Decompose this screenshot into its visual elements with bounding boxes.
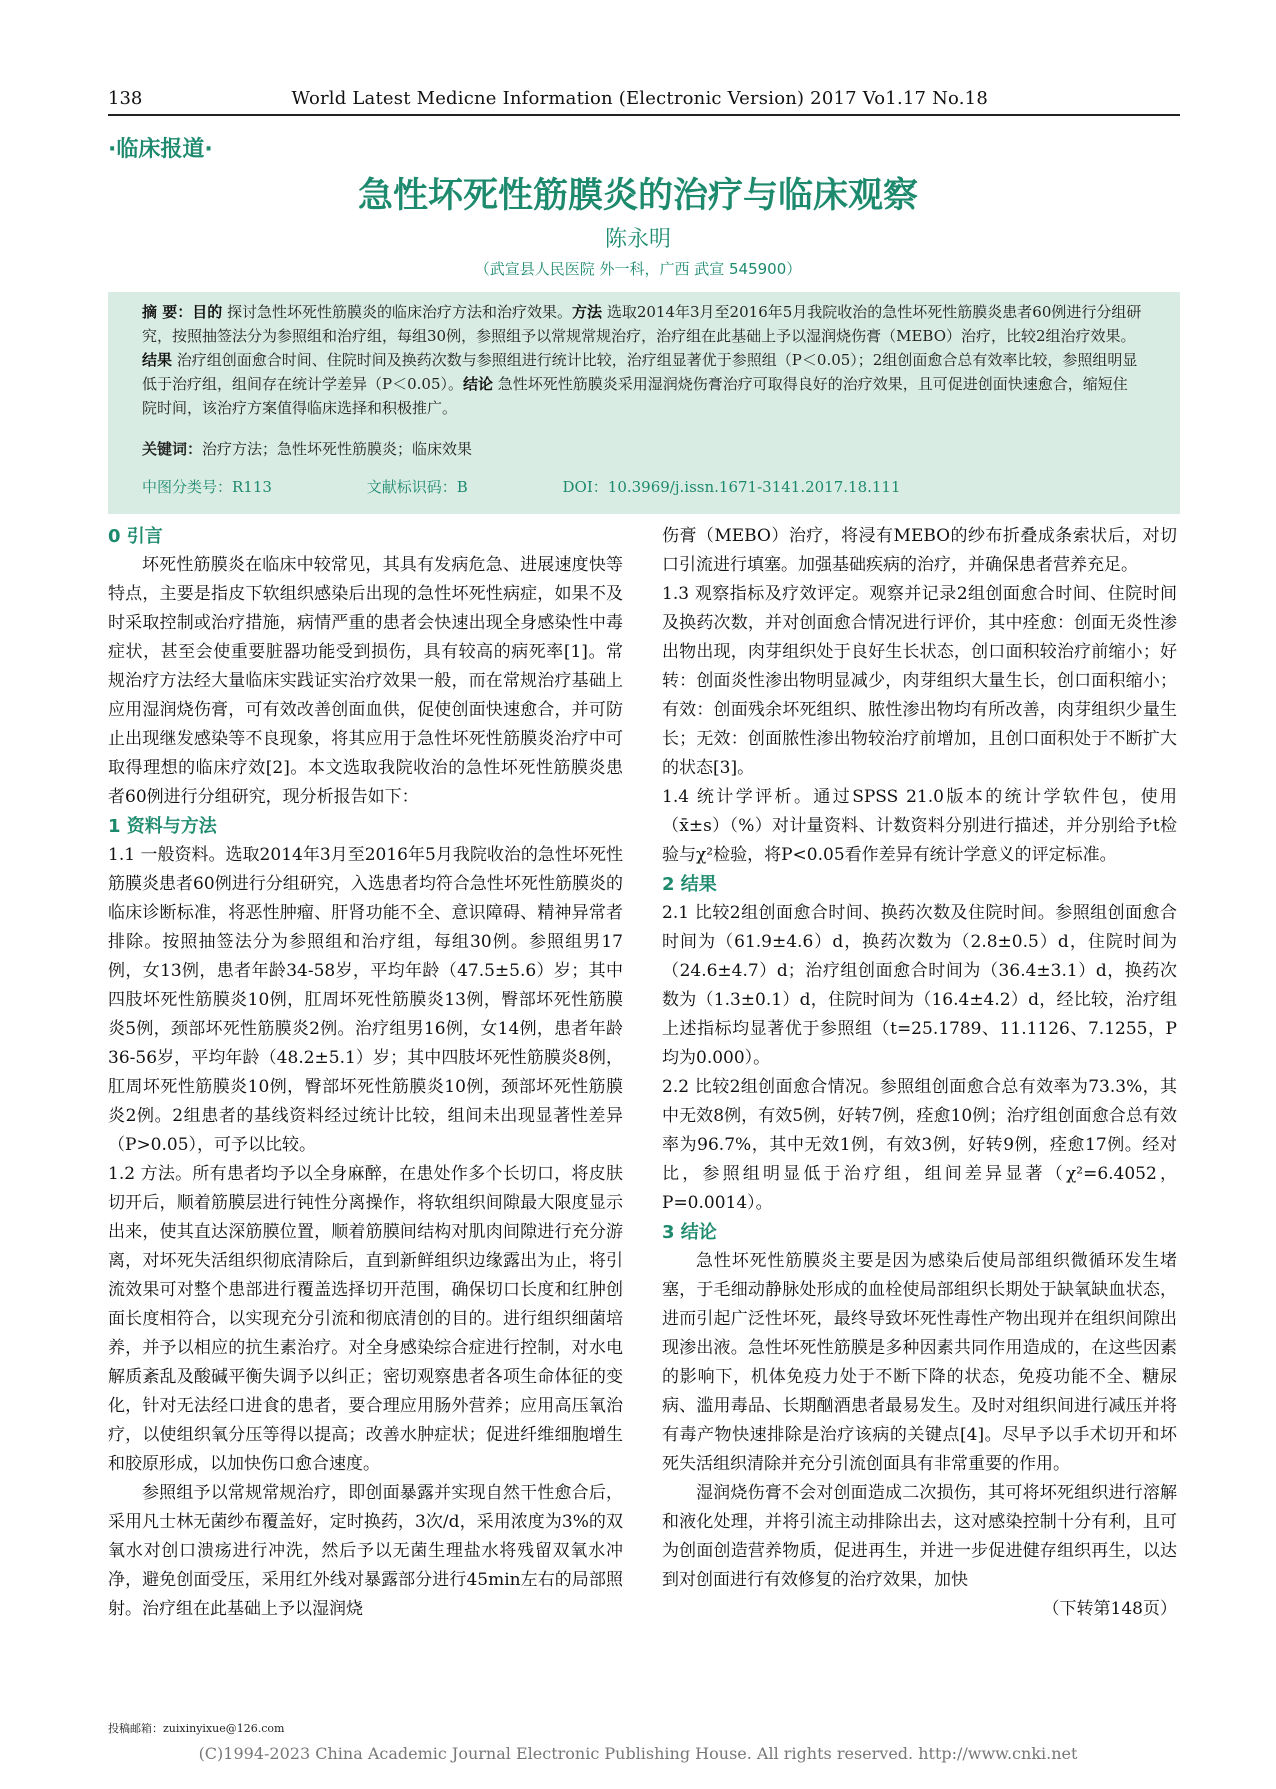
keywords	[142, 438, 472, 459]
abstract-box	[108, 292, 1180, 514]
keywords-label: 关键词：	[142, 440, 203, 458]
results-text: 治疗组创面愈合时间、住院时间及换药次数与参照组进行统计比较，治疗组显著优于参照组（P＜0.05）；2组创面愈合总有效率比较，参照组明显低于治疗组，组间存在统计学差异（P＜0.05）。	[142, 351, 1138, 393]
classification-line	[142, 476, 1142, 497]
affiliation: （武宣县人民医院 外一科，广西 武宣 545900）	[474, 260, 802, 278]
journal-name: World Latest Medicne Information (Electronic Version) 2017 Vo1.17 No.18	[291, 88, 988, 109]
conclusion-label: 结论	[463, 375, 494, 393]
author: 陈永明	[604, 227, 671, 252]
paragraph-conclusion-2: 湿润烧伤膏不会对创面造成二次损伤，其可将坏死组织进行溶解和液化处理，并将引流主动排除出去，这对感染控制十分有利，且可为创面创造营养物质，促进再生，并进一步促进健存组织再生，以达到对创面进行有效修复的治疗效果，加快	[662, 1483, 1177, 1590]
document-code: 文献标识码：B	[366, 478, 468, 496]
paragraph-general-data: 1.1 一般资料。选取2014年3月至2016年5月我院收治的急性坏死性筋膜炎患者60例进行分组研究，入选患者均符合急性坏死性筋膜炎的临床诊断标准，将恶性肿瘤、肝肾功能不全、意识障碍、精神异常者排除。按照抽签法分为参照组和治疗组，每组30例。参照组男17例，女13例，患者年龄34-58岁，平均年龄（47.5±5.6）岁；其中四肢坏死性筋膜炎10例，肛周坏死性筋膜炎13例，臀部坏死性筋膜炎5例，颈部坏死性筋膜炎2例。治疗组男16例，女14例，患者年龄36-56岁，平均年龄（48.2±5.1）岁；其中四肢坏死性筋膜炎8例，肛周坏死性筋膜炎10例，臀部坏死性筋膜炎10例，颈部坏死性筋膜炎2例。2组患者的基线资料经过统计比较，组间未出现显著性差异（P>0.05），可予以比较。	[108, 845, 623, 1155]
paragraph-indicators: 1.3 观察指标及疗效评定。观察并记录2组创面愈合时间、住院时间及换药次数，并对创面愈合情况进行评价，其中痊愈：创面无炎性渗出物出现，肉芽组织处于良好生长状态，创口面积较治疗前缩小；好转：创面炎性渗出物明显减少，肉芽组织大量生长，创口面积缩小；有效：创面残余坏死组织、脓性渗出物均有所改善，肉芽组织少量生长；无效：创面脓性渗出物较治疗前增加，且创口面积处于不断扩大的状态[3]。	[662, 584, 1177, 778]
paragraph-result-22: 2.2 比较2组创面愈合情况。参照组创面愈合总有效率为73.3%，其中无效8例，有效5例，好转7例，痊愈10例；治疗组创面愈合总有效率为96.7%，其中无效1例，有效3例，好转9例，痊愈17例。经对比，参照组明显低于治疗组，组间差异显著（χ²=6.4052，P=0.0014）。	[662, 1077, 1177, 1213]
purpose-label: 目的	[192, 303, 223, 321]
keywords-text: 治疗方法；急性坏死性筋膜炎；临床效果	[202, 440, 473, 458]
paragraph-mebo: 伤膏（MEBO）治疗，将浸有MEBO的纱布折叠成条索状后，对切口引流进行填塞。加强基础疾病的治疗，并确保患者营养充足。	[662, 526, 1177, 575]
conclusion-text: 急性坏死性筋膜炎采用湿润烧伤膏治疗可取得良好的治疗效果，且可促进创面快速愈合，缩短住院时间，该治疗方案值得临床选择和积极推广。	[142, 375, 1128, 417]
doi: DOI：10.3969/j.issn.1671-3141.2017.18.111	[562, 478, 901, 496]
methods-label: 方法	[572, 303, 603, 321]
submission-email: 投稿邮箱：zuixinyixue@126.com	[108, 1722, 285, 1735]
article-title: 急性坏死性筋膜炎的治疗与临床观察	[357, 176, 918, 216]
page-number: 138	[108, 88, 143, 109]
running-header	[108, 86, 988, 116]
header-rule	[108, 114, 1180, 116]
heading-methods: 1 资料与方法	[108, 816, 217, 837]
paragraph-reference-group: 参照组予以常规常规治疗，即创面暴露并实现自然干性愈合后，采用凡士林无菌纱布覆盖好，定时换药，3次/d，采用浓度为3%的双氧水对创口溃疡进行冲洗，然后予以无菌生理盐水将残留双氧水冲净，避免创面受压，采用红外线对暴露部分进行45min左右的局部照射。治疗组在此基础上予以湿润烧	[108, 1483, 623, 1619]
purpose-text: 探讨急性坏死性筋膜炎的临床治疗方法和治疗效果。	[227, 303, 573, 321]
heading-conclusion: 3 结论	[662, 1222, 717, 1243]
paragraph-introduction: 坏死性筋膜炎在临床中较常见，其具有发病危急、进展速度快等特点，主要是指皮下软组织感染后出现的急性坏死性病症，如果不及时采取控制或治疗措施，病情严重的患者会快速出现全身感染性中毒症状，甚至会使重要脏器功能受到损伤，具有较高的病死率[1]。常规治疗方法经大量临床实践证实治疗效果一般，而在常规治疗基础上应用湿润烧伤膏，可有效改善创面血供，促使创面快速愈合，并可防止出现继发感染等不良现象，将其应用于急性坏死性筋膜炎治疗中可取得理想的临床疗效[2]。本文选取我院收治的急性坏死性筋膜炎患者60例进行分组研究，现分析报告如下：	[108, 555, 623, 807]
clc-number: 中图分类号：R113	[142, 478, 272, 496]
continued-note: （下转第148页）	[1042, 1599, 1177, 1619]
abstract-label: 摘 要：	[142, 303, 193, 321]
paragraph-conclusion-1: 急性坏死性筋膜炎主要是因为感染后使局部组织微循环发生堵塞，于毛细动静脉处形成的血栓使局部组织长期处于缺氧缺血状态，进而引起广泛性坏死，最终导致坏死性毒性产物出现并在组织间隙出现渗出液。急性坏死性筋膜是多种因素共同作用造成的，在这些因素的影响下，机体免疫力处于不断下降的状态，免疫功能不全、糖尿病、滥用毒品、长期酗酒患者最易发生。及时对组织间进行减压并将有毒产物快速排除是治疗该病的关键点[4]。尽早予以手术切开和坏死失活组织清除并充分引流创面具有非常重要的作用。	[662, 1251, 1177, 1474]
section-tag: ·临床报道·	[108, 137, 213, 162]
heading-introduction: 0 引言	[108, 526, 163, 547]
right-column	[662, 522, 1177, 1624]
results-label: 结果	[142, 351, 173, 369]
left-column	[108, 522, 623, 1624]
abstract-text	[142, 300, 1142, 420]
paragraph-statistics: 1.4 统计学评析。通过SPSS 21.0版本的统计学软件包，使用（x̄±s）（%）对计量资料、计数资料分别进行描述，并分别给予t检验与χ²检验，将P<0.05看作差异有统计学意义的评定标准。	[662, 787, 1177, 865]
paragraph-result-21: 2.1 比较2组创面愈合时间、换药次数及住院时间。参照组创面愈合时间为（61.9±4.6）d，换药次数为（2.8±0.5）d，住院时间为（24.6±4.7）d；治疗组创面愈合时间为（36.4±3.1）d，换药次数为（1.3±0.1）d，住院时间为（16.4±4.2）d，经比较，治疗组上述指标均显著优于参照组（t=25.1789、11.1126、7.1255，P均为0.000）。	[662, 903, 1177, 1068]
heading-results: 2 结果	[662, 874, 717, 895]
paragraph-method: 1.2 方法。所有患者均予以全身麻醉，在患处作多个长切口，将皮肤切开后，顺着筋膜层进行钝性分离操作，将软组织间隙最大限度显示出来，使其直达深筋膜位置，顺着筋膜间结构对肌肉间隙进行充分游离，对坏死失活组织彻底清除后，直到新鲜组织边缘露出为止，将引流效果可对整个患部进行覆盖选择切开范围，确保切口长度和红肿创面长度相符合，以实现充分引流和彻底清创的目的。进行组织细菌培养，并予以相应的抗生素治疗。对全身感染综合症进行控制，对水电解质紊乱及酸碱平衡失调予以纠正；密切观察患者各项生命体征的变化，针对无法经口进食的患者，要合理应用肠外营养；应用高压氧治疗，以使组织氧分压等得以提高；改善水肿症状；促进纤维细胞增生和胶原形成，以加快伤口愈合速度。	[108, 1164, 623, 1474]
copyright-watermark: (C)1994-2023 China Academic Journal Electronic Publishing House. All rights reserved. http://www.cnki.net	[198, 1744, 1078, 1763]
methods-text: 选取2014年3月至2016年5月我院收治的急性坏死性筋膜炎患者60例进行分组研究，按照抽签法分为参照组和治疗组，每组30例，参照组予以常规常规治疗，治疗组在此基础上予以湿润烧伤膏（MEBO）治疗，比较2组治疗效果。	[142, 303, 1142, 345]
